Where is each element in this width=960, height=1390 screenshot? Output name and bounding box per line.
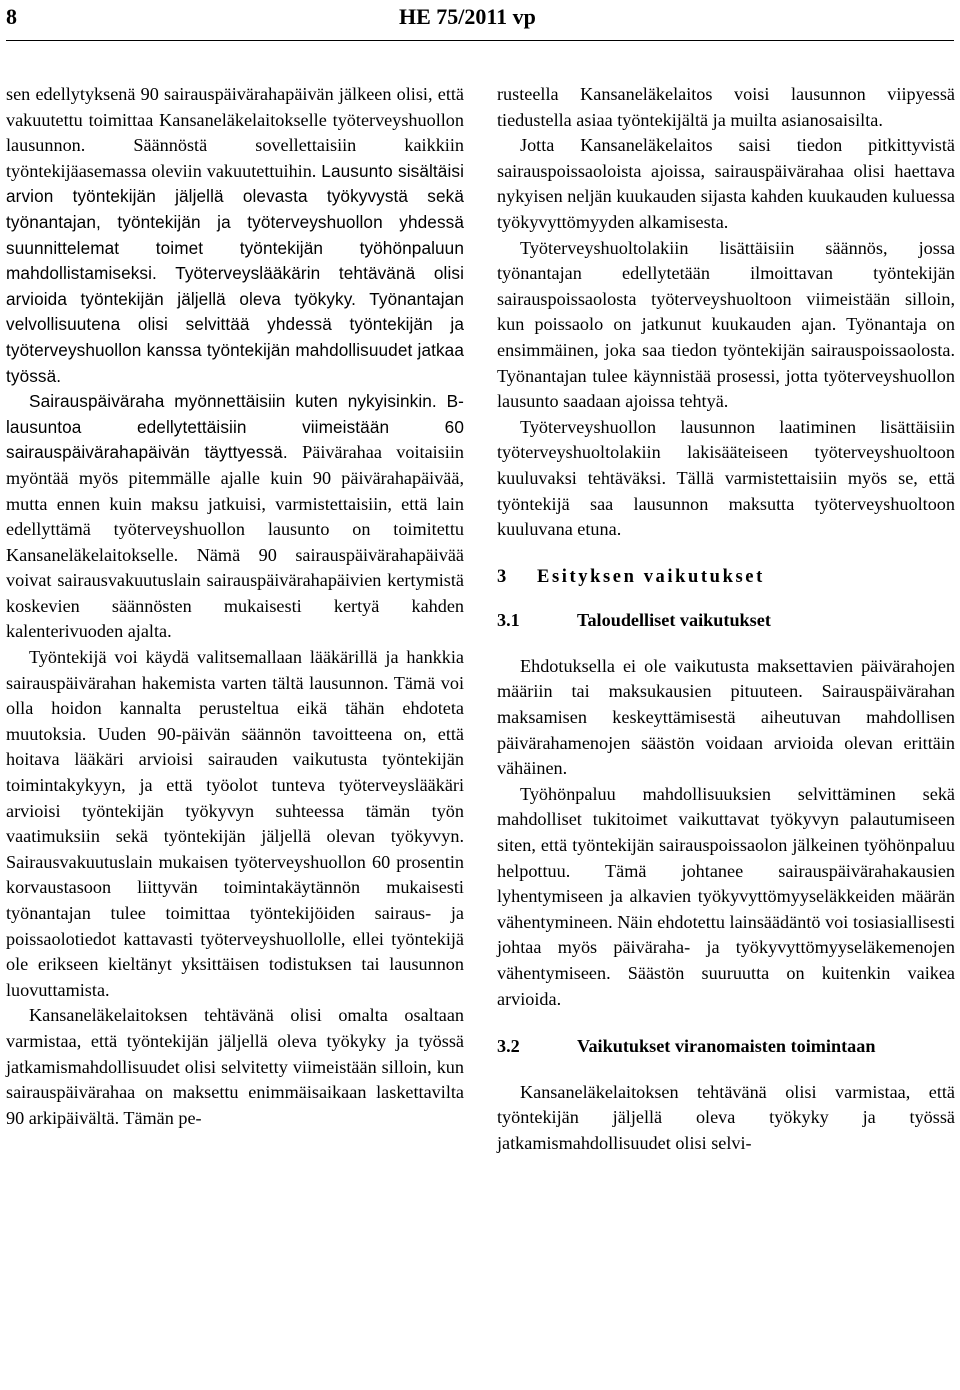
paragraph: Työterveyshuoltolakiin lisättäisiin säännös, jossa työnantajan edellytetään ilmoittavan työntekijän sairauspoissaolosta työterveyshuoltoon viimeistään silloin, kun poissaolo on jatkunut kuukauden ajan. Työnantaja on ensimmäinen, joka saa tiedon työntekijän sairauspoissaolosta. Työnantajan tulee käynnistää prosessi, jotta työterveyshuollon lausunto saadaan ajoissa tehtyä. <box>497 237 955 412</box>
page-header <box>0 4 960 34</box>
subsection-heading <box>497 608 955 634</box>
paragraph: Kansaneläkelaitoksen tehtävänä olisi omalta osaltaan varmistaa, että työntekijän jäljellä oleva työkyky ja työssä jatkamismahdollisuudet olisi selvitetty viimeistään silloin, kun sairauspäivärahaa on maksettu enimmäisaikaan laskettavilta 90 arkipäivältä. Tämän pe- <box>6 1005 464 1128</box>
subsection-title: Taloudelliset vaikutukset <box>577 610 771 631</box>
page-number: 8 <box>6 4 17 29</box>
paragraph <box>6 82 464 389</box>
paragraph-text-sans: Sairauspäiväraha myönnettäisiin kuten nykyisinkin. B-lausuntoa edellytettäisiin viimeistään 60 sairauspäivärahapäivän täyttyessä. <box>6 391 464 463</box>
document-id: HE 75/2011 vp <box>399 4 536 29</box>
paragraph-text-sans: Lausunto sisältäisi arvion työntekijän jäljellä olevasta työkyvystä sekä työnantajan, työntekijän ja työterveyshuollon yhdessä suunnittelemat toimet työntekijän työhönpaluun mahdollistamiseksi. Työterveyslääkärin tehtävänä olisi arvioida työntekijän jäljellä oleva työkyky. Työnantajan velvollisuutena olisi selvittää yhdessä työntekijän ja työterveyshuollon kanssa työntekijän mahdollisuudet jatkaa työssä. <box>6 160 464 386</box>
paragraph <box>6 389 464 645</box>
subsection-number: 3.1 <box>497 610 520 631</box>
paragraph-text: sen edellytyksenä 90 sairauspäivärahapäivän jälkeen olisi, että vakuutettu toimittaa Kansaneläkelaitokselle työterveyshuollon lausunnon. Säännöstä sovellettaisiin kaikkiin työntekijäasemassa oleviin vakuutettuihin. <box>6 84 464 181</box>
paragraph: Ehdotuksella ei ole vaikutusta maksettavien päivärahojen määriin tai maksukausien pituuteen. Sairauspäivärahan maksamisen keskeyttämisestä aiheutuvan mahdollisen päivärahamenojen säästön voidaan arvioida olevan erittäin vähäinen. <box>497 655 955 779</box>
paragraph: Työntekijä voi käydä valitsemallaan lääkärillä ja hankkia sairauspäivärahan hakemista varten tältä lausunnon. Tämä voi olla hoidon kannalta perusteltua eikä tähän ehdoteta muutoksia. Uuden 90-päivän säännön tavoitteena on, että hoitava lääkäri arvioisi sairauden vaikutusta työntekijän toimintakykyyn, ja että työolot tunteva työterveyslääkäri arvioisi työntekijän työkyvyn suhteessa tämän työn vaatimuksiin sekä työntekijän jäljellä olevan työkyvyn. Sairausvakuutuslain mukaisen työterveyshuollon 60 prosentin korvaustasoon liittyvän toimintakäytännön mukaisesti työnantajan tulee toimittaa työntekijöiden sairaus- ja poissaolotiedot kattavasti työterveyshuollolle, ellei työntekijä ole erikseen kieltänyt yksittäisen todistuksen tai lausunnon luovuttamista. <box>6 647 464 1000</box>
left-column <box>6 82 464 1131</box>
subsection-heading <box>497 1034 955 1060</box>
section-number: 3 <box>497 566 507 587</box>
subsection-number: 3.2 <box>497 1036 520 1057</box>
paragraph: Työhönpaluu mahdollisuuksien selvittäminen sekä mahdolliset tukitoimet vaikuttavat työkyvyn palautumiseen siten, että työntekijän sairauspoissaolon jälkeinen työhönpaluu helpottuu. Tämä johtanee sairauspäivärahakausien lyhentymiseen ja alkavien työkyvyttömyyseläkkeiden määrän vähentymineen. Näin ehdotettu lainsäädäntö voi tosiasiallisesti johtaa myös päiväraha- ja työkyvyttömyyseläkemenojen vähentymiseen. Säästön suuruutta on kuitenkin vaikea arvioida. <box>497 783 955 1009</box>
paragraph: Jotta Kansaneläkelaitos saisi tiedon pitkittyvistä sairauspoissaoloista ajoissa, sairauspäivärahaa olisi haettava nykyisen neljän kuukauden sijasta kahden kuukauden kuluessa työkyvyttömyyden alkamisesta. <box>497 135 955 232</box>
section-title: Esityksen vaikutukset <box>537 566 765 587</box>
header-rule <box>6 40 954 41</box>
section-heading <box>497 565 955 591</box>
paragraph: Kansaneläkelaitoksen tehtävänä olisi varmistaa, että työntekijän jäljellä oleva työkyky ja työssä jatkamismahdollisuudet olisi selvi- <box>497 1081 955 1153</box>
subsection-title: Vaikutukset viranomaisten toimintaan <box>577 1036 876 1057</box>
paragraph: Työterveyshuollon lausunnon laatiminen lisättäisiin työterveyshuoltolakiin lakisääteiseen työterveyshuoltoon kuuluvaksi tehtäväksi. Tällä varmistettaisiin myös se, että työntekijä saa lausunnon maksutta työterveyshuoltoon kuuluvana etuna. <box>497 416 955 540</box>
paragraph-text: Päivärahaa voitaisiin myöntää myös pitemmälle ajalle kuin 90 päivärahapäivää, mutta ennen kuin maksu jatkuisi, varmistettaisiin, että lain edellyttämä työterveyshuollon lausunto on toimitettu Kansaneläkelaitokselle. Nämä 90 sairauspäivärahapäivää voivat sairausvakuutuslain sairauspäivärahapäivien kertymistä koskevien säännösten mukaisesti kertyä kahden kalenterivuoden ajalta. <box>6 442 465 642</box>
paragraph: rusteella Kansaneläkelaitos voisi lausunnon viipyessä tiedustella asiaa työntekijältä ja muilta asianosaisilta. <box>497 84 955 130</box>
right-column <box>497 82 955 1157</box>
